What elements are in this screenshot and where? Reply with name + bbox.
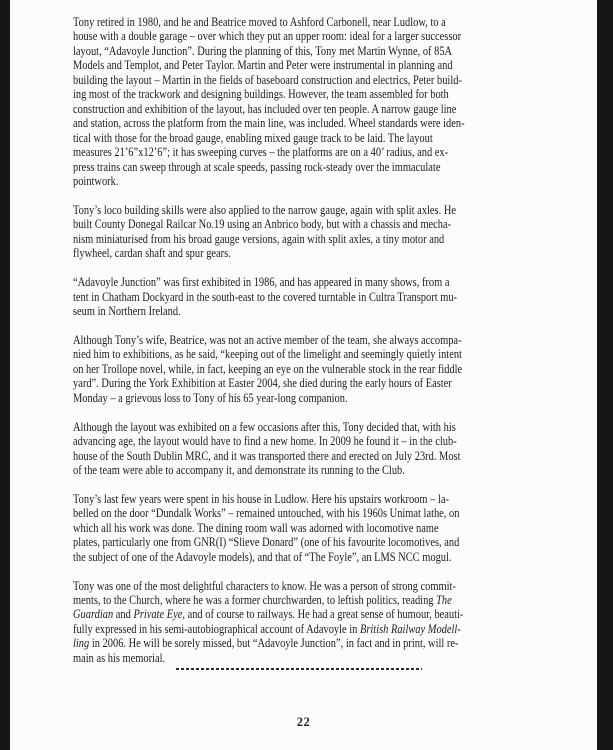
text-line: house with a double garage – over which they put an upper room: ideal for a larger successor [73, 29, 462, 44]
text-line: plates, particularly one from GNR(I) “Slieve Donard” (one of his favourite locomotives, and [73, 535, 460, 550]
text-line: Tony’s last few years were spent in his house in Ludlow. Here his upstairs workroom – la- [73, 491, 449, 506]
text-line: main as his memorial. [73, 650, 166, 665]
text-line: Although the layout was exhibited on a few occasions after this, Tony decided that, with his [73, 419, 456, 434]
paragraph [73, 203, 533, 261]
text-line: flywheel, cardan shaft and spur gears. [73, 246, 231, 261]
text-line: pointwork. [73, 173, 119, 188]
paragraph [73, 492, 533, 564]
paragraph [73, 420, 533, 478]
text-line: construction and exhibition of the layout, has included over ten people. A narrow gauge line [73, 101, 457, 116]
text-line: Guardian and Private Eye, and of course to railways. He had a great sense of humour, beauti- [73, 607, 464, 622]
text-line: belled on the door “Dundalk Works” – remained untouched, with his 1960s Unimat lathe, on [73, 506, 460, 521]
paragraph [73, 579, 533, 666]
text-line: ments, to the Church, where he was a former churchwarden, to leftish politics, reading The [73, 593, 452, 608]
text-line: of the team were able to accompany it, and demonstrate its running to the Club. [73, 462, 405, 477]
text-line: the subject of one of the Adavoyle models), and that of “The Foyle”, an LMS NCC mogul. [73, 549, 452, 564]
text-line: press trains can sweep through at scale speeds, passing rock-steady over the immaculate [73, 159, 441, 174]
paragraph [73, 333, 533, 405]
page-number: 22 [296, 715, 311, 729]
scan-border-left [0, 0, 10, 750]
text-line: tent in Chatham Dockyard in the south-east to the covered turntable in Cultra Transport mu- [73, 289, 458, 304]
text-line: Monday – a grievous loss to Tony of his 65 year-long companion. [73, 390, 348, 405]
text-line: fully expressed in his semi-autobiographical account of Adavoyle in British Railway Modell- [73, 621, 461, 636]
text-line: ling in 2006. He will be sorely missed, but “Adavoyle Junction”, in fact and in print, will re- [73, 636, 459, 651]
page-body [73, 15, 533, 665]
text-line: built County Donegal Railcar No.19 using an Anbrico body, but with a chassis and mecha- [73, 217, 452, 232]
dashed-divider [176, 668, 422, 670]
text-line: on her Trollope novel, while, in fact, keeping an eye on the vulnerable stock in the rear fiddle [73, 361, 463, 376]
paragraph [73, 15, 533, 188]
text-line: nism miniaturised from his broad gauge versions, again with split axles, a tiny motor and [73, 231, 445, 246]
text-line: “Adavoyle Junction” was first exhibited in 1986, and has appeared in many shows, from a [73, 275, 450, 290]
text-line: yard”. During the York Exhibition at Easter 2004, she died during the early hours of Easter [73, 376, 452, 391]
text-line: building the layout – Martin in the fields of baseboard construction and electrics, Peter build- [73, 72, 462, 87]
text-line: Models and Templot, and Peter Taylor. Martin and Peter were instrumental in planning and [73, 58, 453, 73]
text-line: and station, across the platform from the main line, was included. Wheel standards were iden- [73, 116, 465, 131]
text-line: measures 21’6”x12’6”; it has sweeping curves – the platforms are on a 40’ radius, and ex- [73, 145, 449, 160]
text-line: ing most of the trackwork and designing buildings. However, the team assembled for both [73, 87, 449, 102]
text-line: Although Tony’s wife, Beatrice, was not an active member of the team, she always accompa- [73, 332, 462, 347]
document-page [10, 0, 597, 750]
text-line: Tony’s loco building skills were also applied to the narrow gauge, again with split axles. He [73, 202, 456, 217]
text-line: house of the South Dublin MRC, and it was transported there and erected on July 23rd. Most [73, 448, 461, 463]
text-line: Tony was one of the most delightful characters to know. He was a person of strong commit- [73, 578, 456, 593]
text-line: Tony retired in 1980, and he and Beatrice moved to Ashford Carbonell, near Ludlow, to a [73, 15, 446, 29]
text-line: advancing age, the layout would have to find a new home. In 2009 he found it – in the club- [73, 434, 457, 449]
paragraph [73, 275, 533, 318]
scan-border-right [597, 0, 613, 750]
text-line: layout, “Adavoyle Junction”. During the planning of this, Tony met Martin Wynne, of 85A [73, 43, 453, 58]
text-line: which all his work was done. The dining room wall was adorned with locomotive name [73, 520, 439, 535]
text-line: seum in Northern Ireland. [73, 304, 181, 319]
text-line: tical with those for the broad gauge, enabling mixed gauge track to be laid. The layout [73, 130, 433, 145]
text-line: nied him to exhibitions, as he said, “keeping out of the limelight and seemingly quietly intent [73, 347, 462, 362]
